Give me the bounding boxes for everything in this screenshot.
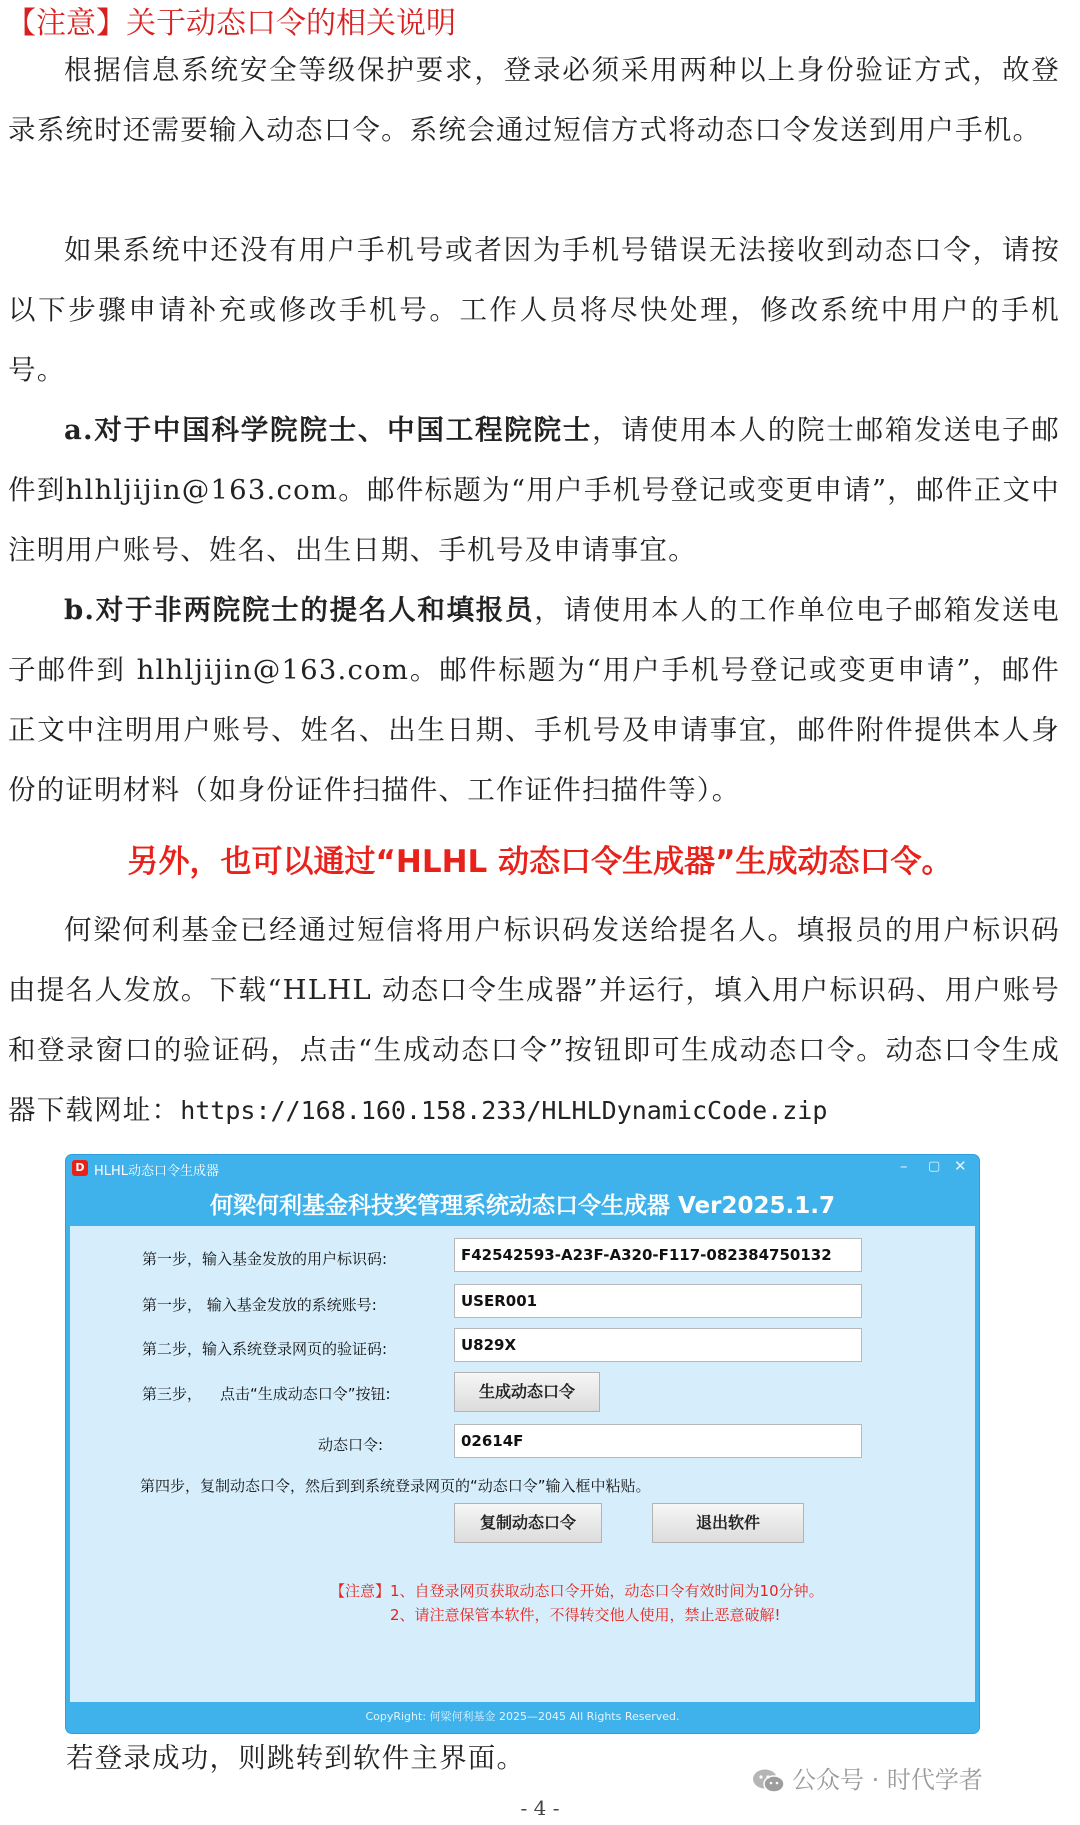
step3-label-a: 第三步， — [142, 1385, 203, 1403]
paragraph-2: 如果系统中还没有用户手机号或者因为手机号错误无法接收到动态口令，请按以下步骤申请补充或修改手机号。工作人员将尽快处理，修改系统中用户的手机号。 — [8, 234, 1060, 386]
red-highlight-line: 另外，也可以通过“HLHL 动态口令生成器”生成动态口令。 — [127, 844, 953, 880]
paragraph-5-text: 何梁何利基金已经通过短信将用户标识码发送给提名人。填报员的用户标识码由提名人发放。下载“HLHL 动态口令生成器”并运行，填入用户标识码、用户账号和登录窗口的验证码，点击“生成动态口令”按钮即可生成动态口令。动态口令生成器下载网址： — [8, 914, 1060, 1126]
app-footer: CopyRight: 何梁何利基金 2025—2045 All Rights Reserved. — [365, 1710, 680, 1723]
close-icon[interactable]: ✕ — [954, 1157, 967, 1175]
wechat-icon — [752, 1768, 786, 1794]
captcha-input[interactable]: U829X — [454, 1328, 862, 1362]
app-icon: D — [72, 1160, 88, 1176]
paragraph-3-bold: a.对于中国科学院院士、中国工程院院士 — [64, 414, 593, 446]
window-titlebar — [66, 1155, 979, 1181]
exit-button[interactable]: 退出软件 — [652, 1503, 804, 1543]
copy-code-button[interactable]: 复制动态口令 — [454, 1503, 602, 1543]
closing-sentence: 若登录成功，则跳转到软件主界面。 — [66, 1742, 526, 1774]
note-line-2: 2、请注意保管本软件，不得转交他人使用，禁止恶意破解! — [390, 1606, 781, 1624]
account-input[interactable]: USER001 — [454, 1284, 862, 1318]
step4-label: 第四步，复制动态口令，然后到到系统登录网页的“动态口令”输入框中粘贴。 — [140, 1477, 651, 1495]
paragraph-5 — [8, 900, 1060, 1141]
paragraph-3-text: ，请使用本人的院士邮箱发送电子邮件到hlhljijin@163.com。邮件标题为“用户手机号登记或变更申请”，邮件正文中注明用户账号、姓名、出生日期、手机号及申请事宜。 — [8, 414, 1060, 566]
paragraph-4-bold: b.对于非两院院士的提名人和填报员 — [64, 594, 535, 626]
app-window — [66, 1155, 979, 1733]
step1-label: 第一步，输入基金发放的用户标识码: — [142, 1250, 388, 1268]
watermark — [752, 1760, 983, 1795]
watermark-text: 公众号 · 时代学者 — [792, 1766, 983, 1794]
user-id-input[interactable]: F42542593-A23F-A320-F117-082384750132 — [454, 1238, 862, 1272]
app-client-area — [70, 1182, 975, 1702]
paragraph-4 — [8, 580, 1060, 820]
notice-heading: 【注意】关于动态口令的相关说明 — [6, 6, 456, 41]
dynamic-code-output[interactable]: 02614F — [454, 1424, 862, 1458]
generate-code-button[interactable]: 生成动态口令 — [454, 1372, 600, 1412]
step2-label: 第二步，输入系统登录网页的验证码: — [142, 1340, 388, 1358]
minimize-icon[interactable]: – — [900, 1157, 908, 1175]
window-title: HLHL动态口令生成器 — [94, 1164, 220, 1179]
paragraph-4-text: ，请使用本人的工作单位电子邮箱发送电子邮件到 hlhljijin@163.com。邮件标题为“用户手机号登记或变更申请”，邮件正文中注明用户账号、姓名、出生日期、手机号及申请事宜，邮件附件提供本人身份的证明材料（如身份证件扫描件、工作证件扫描件等）。 — [8, 594, 1060, 806]
paragraph-1: 根据信息系统安全等级保护要求，登录必须采用两种以上身份验证方式，故登录系统时还需要输入动态口令。系统会通过短信方式将动态口令发送到用户手机。 — [8, 54, 1060, 146]
step3-label-b: 点击“生成动态口令”按钮: — [220, 1385, 391, 1403]
maximize-icon[interactable]: ▢ — [928, 1159, 941, 1174]
download-url: https://168.160.158.233/HLHLDynamicCode.zip — [180, 1096, 828, 1125]
note-tag: 【注意】 — [330, 1582, 391, 1600]
code-label: 动态口令: — [318, 1436, 384, 1454]
page-number: - 4 - — [520, 1796, 560, 1820]
note-line-1 — [330, 1580, 824, 1601]
app-header: 何梁何利基金科技奖管理系统动态口令生成器 Ver2025.1.7 — [70, 1182, 975, 1226]
step1b-label: 第一步， 输入基金发放的系统账号: — [142, 1296, 377, 1314]
paragraph-3 — [8, 400, 1060, 580]
note-text-1: 1、自登录网页获取动态口令开始，动态口令有效时间为10分钟。 — [390, 1582, 824, 1600]
